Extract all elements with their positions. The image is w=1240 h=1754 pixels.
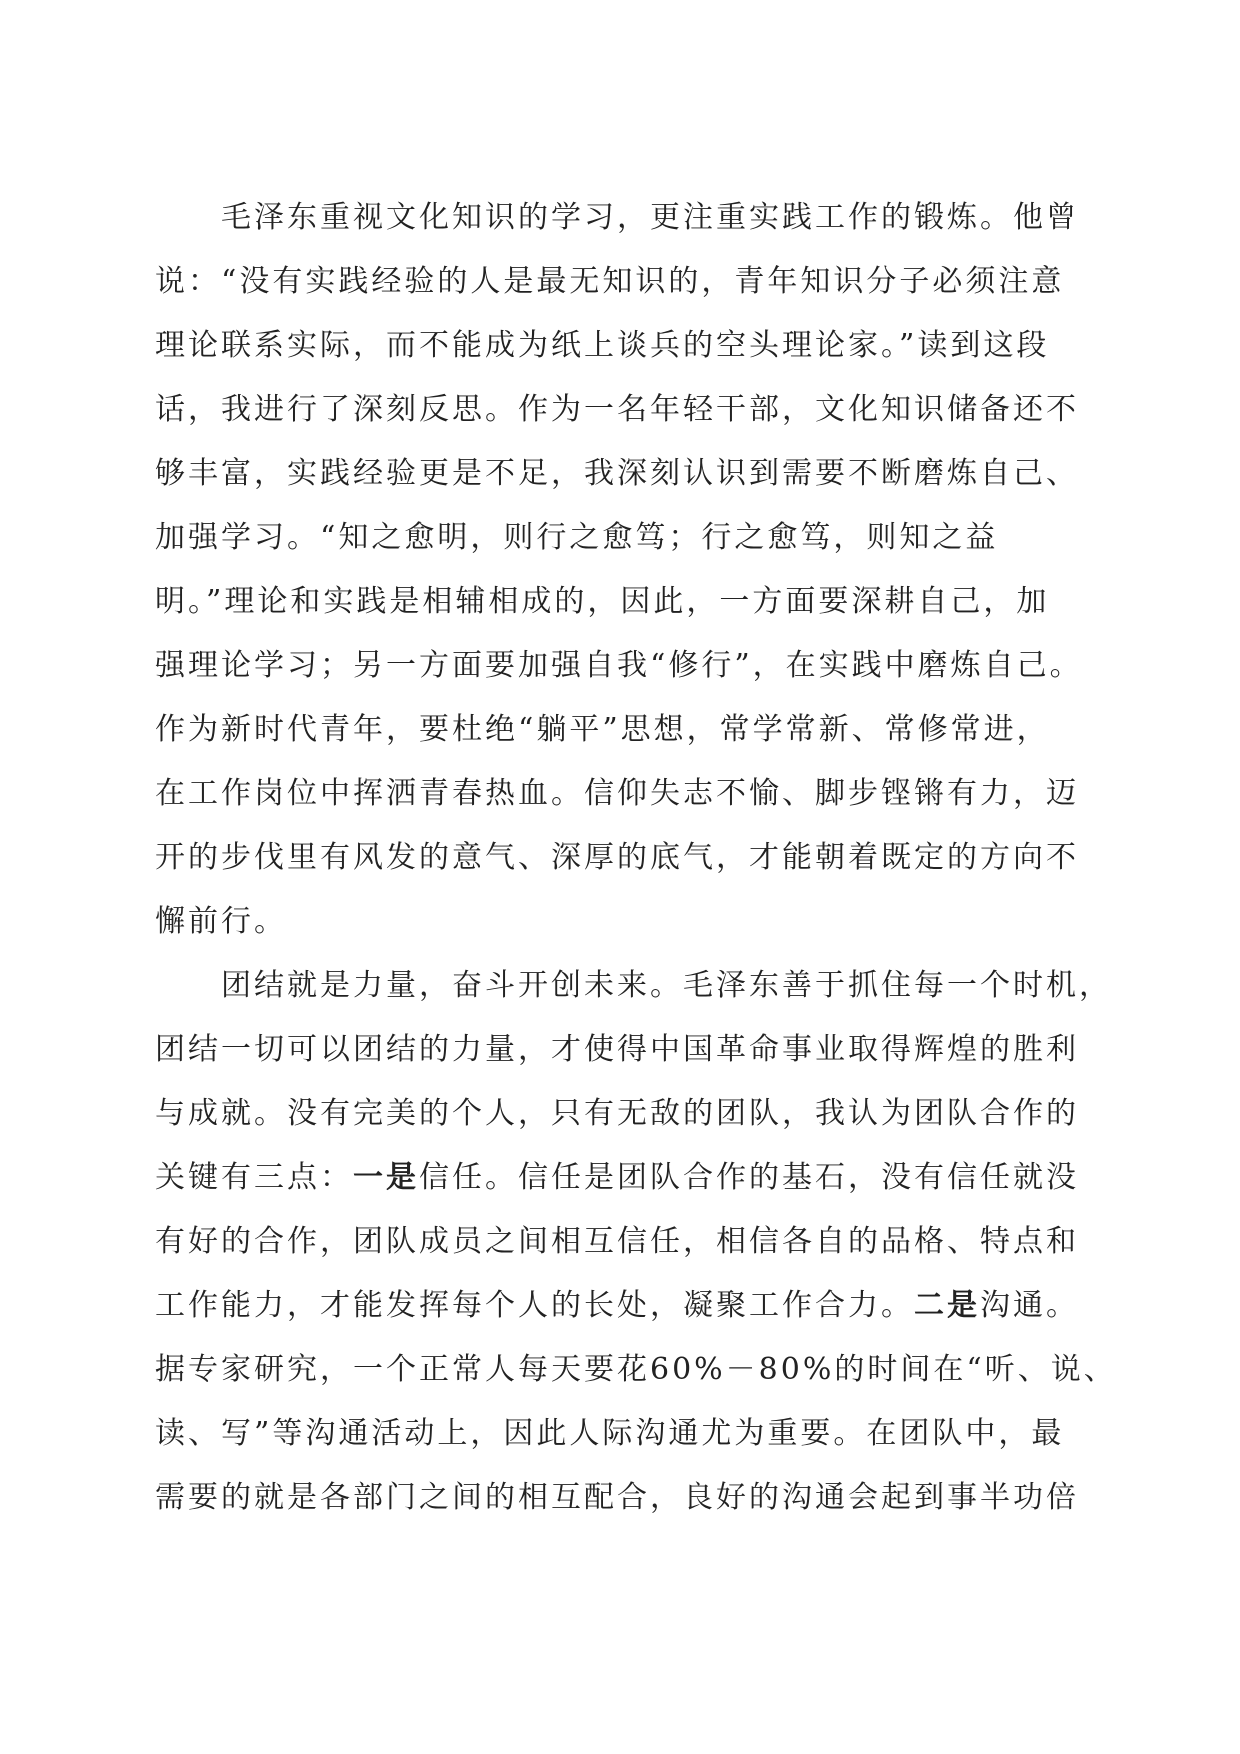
text-run: 关键有三点： [155,1160,353,1195]
text-run: 信任。信任是团队合作的基石，没有信任就没 [419,1160,1079,1195]
text-line: 有好的合作，团队成员之间相互信任，相信各自的品格、特点和 [155,1224,1079,1259]
text-line: 理论联系实际，而不能成为纸上谈兵的空头理论家。”读到这段 [155,328,1050,363]
bold-keyword: 二是 [914,1288,980,1323]
text-line: 说：“没有实践经验的人是最无知识的，青年知识分子必须注意 [155,264,1065,299]
text-line: 明。”理论和实践是相辅相成的，因此，一方面要深耕自己，加 [155,584,1050,619]
document-body [155,186,1117,1530]
text-line: 读、写”等沟通活动上，因此人际沟通尤为重要。在团队中，最 [155,1416,1065,1451]
text-line: 加强学习。“知之愈明，则行之愈笃；行之愈笃，则知之益 [155,520,999,555]
text-line: 在工作岗位中挥洒青春热血。信仰失志不愉、脚步铿锵有力，迈 [155,776,1079,811]
paragraph [155,186,1085,954]
text-line: 懈前行。 [155,904,287,939]
text-line: 强理论学习；另一方面要加强自我“修行”，在实践中磨炼自己。 [155,648,1083,683]
text-line: 话，我进行了深刻反思。作为一名年轻干部，文化知识储备还不 [155,392,1079,427]
text-run: 工作能力，才能发挥每个人的长处，凝聚工作合力。 [155,1288,914,1323]
text-line: 够丰富，实践经验更是不足，我深刻认识到需要不断磨炼自己、 [155,456,1079,491]
text-line [155,1146,1085,1210]
text-line: 需要的就是各部门之间的相互配合，良好的沟通会起到事半功倍 [155,1480,1079,1515]
text-line: 据专家研究，一个正常人每天要花60%－80%的时间在“听、说、 [155,1352,1117,1387]
text-line [155,1274,1085,1338]
text-line: 与成就。没有完美的个人，只有无敌的团队，我认为团队合作的 [155,1096,1079,1131]
text-line: 开的步伐里有风发的意气、深厚的底气，才能朝着既定的方向不 [155,840,1079,875]
text-line: 团结就是力量，奋斗开创未来。毛泽东善于抓住每一个时机， [221,968,1112,1003]
bold-keyword: 一是 [353,1160,419,1195]
text-line: 作为新时代青年，要杜绝“躺平”思想，常学常新、常修常进， [155,712,1050,747]
paragraph [155,954,1117,1530]
text-line: 团结一切可以团结的力量，才使得中国革命事业取得辉煌的胜利 [155,1032,1079,1067]
text-line: 毛泽东重视文化知识的学习，更注重实践工作的锻炼。他曾 [221,200,1079,235]
text-run: 沟通。 [980,1288,1079,1323]
